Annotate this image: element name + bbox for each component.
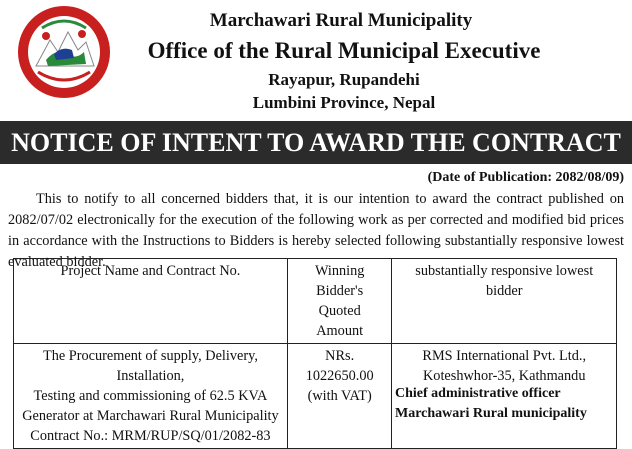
- header-bidder: substantially responsive lowest bidder: [392, 259, 617, 344]
- project-line: The Procurement of supply, Delivery, Installation,: [42, 348, 258, 384]
- office-province: Lumbini Province, Nepal: [252, 93, 436, 112]
- amount-vat: (with VAT): [307, 388, 372, 404]
- amount-currency: NRs.: [325, 348, 355, 364]
- project-line: Testing and commissioning of 62.5 KVA: [33, 388, 268, 404]
- publication-date: (Date of Publication: 2082/08/09): [427, 170, 624, 185]
- header-amount: Winning Bidder's Quoted Amount: [287, 259, 392, 344]
- amount-value: 1022650.00: [305, 368, 374, 384]
- office-name: Office of the Rural Municipal Executive: [147, 38, 541, 63]
- header-project: Project Name and Contract No.: [14, 259, 288, 344]
- municipality-name: Marchawari Rural Municipality: [209, 10, 473, 31]
- contract-number: Contract No.: MRM/RUP/SQ/01/2082-83: [30, 428, 271, 444]
- notice-body: This to notify to all concerned bidders that, it is our intention to award the contract published on 2082/07/02 electronically for the execution of the following work as per corrected and modified bid prices in accordance with the Instructions to Bidders is hereby selected following substantially responsive lowest evaluated bidder.: [8, 191, 624, 270]
- bidder-name: RMS International Pvt. Ltd.,: [422, 348, 587, 364]
- signatory-title: Chief administrative officer: [395, 386, 561, 401]
- bidder-address: Koteshwhor-35, Kathmandu: [422, 368, 586, 384]
- cell-project: [14, 344, 288, 449]
- letterhead: [0, 0, 632, 120]
- signatory-office: Marchawari Rural municipality: [395, 406, 587, 421]
- table-header-row: [14, 259, 617, 344]
- office-location: Rayapur, Rupandehi: [268, 70, 420, 89]
- project-line: Generator at Marchawari Rural Municipality: [22, 408, 279, 424]
- cell-amount: [287, 344, 392, 449]
- notice-title-banner: NOTICE OF INTENT TO AWARD THE CONTRACT: [0, 121, 632, 164]
